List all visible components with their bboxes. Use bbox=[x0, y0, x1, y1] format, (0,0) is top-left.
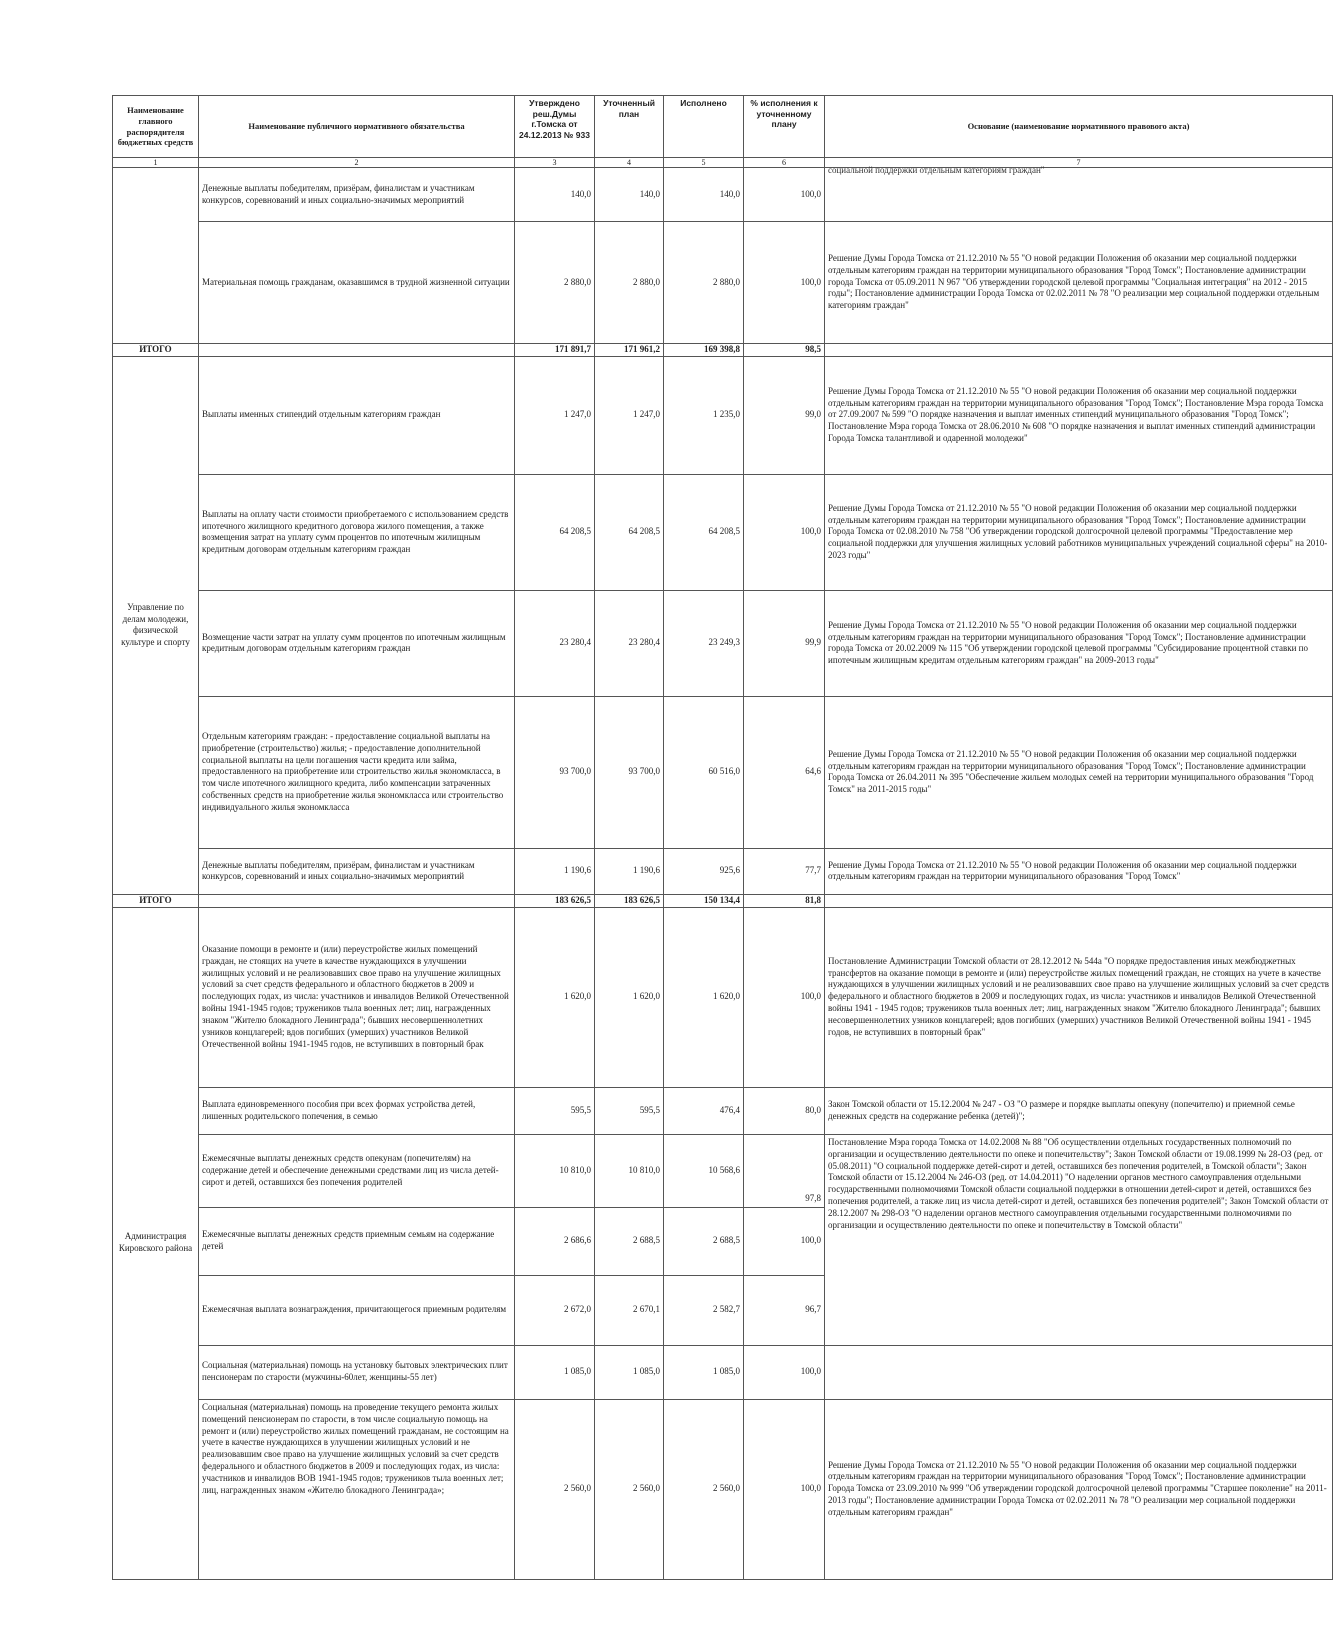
done-value: 2 688,5 bbox=[664, 1207, 744, 1275]
plan-value: 1 620,0 bbox=[595, 907, 664, 1087]
plan-value: 1 247,0 bbox=[595, 356, 664, 474]
col-number: 3 bbox=[515, 158, 595, 168]
obligation-name: Ежемесячные выплаты денежных средств опекунам (попечителям) на содержание детей и обеспечение денежными средствами лиц из числа детей-сирот и детей, оставшихся без попечения родителей bbox=[199, 1134, 515, 1207]
col-number: 7 bbox=[825, 158, 1333, 168]
col-number: 5 bbox=[664, 158, 744, 168]
basis-text: Закон Томской области от 15.12.2004 № 247 - ОЗ "О размере и порядке выплаты опекуну (попечителю) и приемной семье денежных средств на содержание ребенка (детей)"; bbox=[825, 1087, 1333, 1134]
total-label: ИТОГО bbox=[113, 344, 199, 357]
approved-value: 2 560,0 bbox=[515, 1399, 595, 1579]
approved-value: 93 700,0 bbox=[515, 696, 595, 848]
table-row bbox=[113, 590, 1333, 696]
plan-value: 595,5 bbox=[595, 1087, 664, 1134]
total-done: 169 398,8 bbox=[664, 344, 744, 357]
col-number: 1 bbox=[113, 158, 199, 168]
org-cell-continued bbox=[113, 168, 199, 344]
header-row bbox=[113, 96, 1333, 158]
header-col7: Основание (наименование нормативного правового акта) bbox=[825, 96, 1333, 158]
header-col5: Исполнено bbox=[664, 96, 744, 158]
basis-text: Решение Думы Города Томска от 21.12.2010 № 55 "О новой редакции Положения об оказании мер социальной поддержки отдельным категориям граждан на территории муниципального образования "Город Томск"; Постановление администрации Города Томска от 26.04.2011 № 395 "Обеспечение жильем молодых семей на территории муниципального образования "Город Томск" на 2011-2015 годы" bbox=[825, 696, 1333, 848]
plan-value: 140,0 bbox=[595, 168, 664, 222]
obligation-name: Ежемесячные выплаты денежных средств приемным семьям на содержание детей bbox=[199, 1207, 515, 1275]
table-row bbox=[113, 168, 1333, 222]
approved-value: 64 208,5 bbox=[515, 474, 595, 590]
obligation-name: Отдельным категориям граждан: - предоставление социальной выплаты на приобретение (строительство) жилья; - предоставление дополнительной социальной выплаты на цели погашения части кредита или займа, предоставленного на приобретение или строительство жилья экономкласса, в том числе ипотечного жилищного кредита, либо компенсации затраченных собственных средств на приобретение жилья экономкласса или строительство индивидуального жилья экономкласса bbox=[199, 696, 515, 848]
org-name: Администрация Кировского района bbox=[113, 907, 199, 1579]
obligation-name: Социальная (материальная) помощь на проведение текущего ремонта жилых помещений пенсионерам по старости, в том числе социальную помощь на ремонт и (или) переустройство жилых помещений гражданам, не состоящим на учете в качестве нуждающихся в улучшении жилищных условий и не реализовавшим свое право на улучшение жилищных условий за счет средств федерального и областного бюджетов в 2009 и последующих годах, из числа: участников и инвалидов ВОВ 1941-1945 годов; тружеников тыла военных лет; лиц, награжденных знаком «Жителю блокадного Ленинграда»; bbox=[199, 1399, 515, 1579]
obligation-name: Выплаты на оплату части стоимости приобретаемого с использованием средств ипотечного жилищного кредитного договора жилого помещения, а также возмещения затрат на уплату сумм процентов по ипотечным жилищным кредитным договорам отдельным категориям граждан bbox=[199, 474, 515, 590]
plan-value: 23 280,4 bbox=[595, 590, 664, 696]
table-row bbox=[113, 696, 1333, 848]
obligation-name: Денежные выплаты победителям, призёрам, финалистам и участникам конкурсов, соревнований и иных социально-значимых мероприятий bbox=[199, 848, 515, 894]
total-label: ИТОГО bbox=[113, 894, 199, 907]
total-row bbox=[113, 894, 1333, 907]
approved-value: 2 880,0 bbox=[515, 222, 595, 344]
total-approved: 171 891,7 bbox=[515, 344, 595, 357]
approved-value: 595,5 bbox=[515, 1087, 595, 1134]
done-value: 1 620,0 bbox=[664, 907, 744, 1087]
table-row bbox=[113, 1399, 1333, 1579]
plan-value: 1 190,6 bbox=[595, 848, 664, 894]
plan-value: 1 085,0 bbox=[595, 1345, 664, 1399]
obligation-name: Ежемесячная выплата вознаграждения, причитающегося приемным родителям bbox=[199, 1275, 515, 1345]
approved-value: 1 247,0 bbox=[515, 356, 595, 474]
plan-value: 93 700,0 bbox=[595, 696, 664, 848]
table-row bbox=[113, 1087, 1333, 1134]
total-approved: 183 626,5 bbox=[515, 894, 595, 907]
done-value: 10 568,6 bbox=[664, 1134, 744, 1207]
approved-value: 1 085,0 bbox=[515, 1345, 595, 1399]
plan-value: 64 208,5 bbox=[595, 474, 664, 590]
done-value: 23 249,3 bbox=[664, 590, 744, 696]
header-col3: Утверждено реш.Думы г.Томска от 24.12.2013 № 933 bbox=[515, 96, 595, 158]
done-value: 2 880,0 bbox=[664, 222, 744, 344]
table-row bbox=[113, 356, 1333, 474]
basis-text: Решение Думы Города Томска от 21.12.2010 № 55 "О новой редакции Положения об оказании мер социальной поддержки отдельным категориям граждан на территории муниципального образования "Город Томск"; Постановление администрации города Томска от 20.02.2009 № 115 "Об утверждении городской целевой программы "Субсидирование процентной ставки по ипотечным жилищным кредитам отдельным категориям граждан" на 2009-2013 годы" bbox=[825, 590, 1333, 696]
table-row bbox=[113, 1345, 1333, 1399]
approved-value: 23 280,4 bbox=[515, 590, 595, 696]
done-value: 2 560,0 bbox=[664, 1399, 744, 1579]
percent-value: 80,0 bbox=[744, 1087, 825, 1134]
table-row bbox=[113, 1134, 1333, 1207]
total-row bbox=[113, 344, 1333, 357]
approved-value: 2 686,6 bbox=[515, 1207, 595, 1275]
plan-value: 2 688,5 bbox=[595, 1207, 664, 1275]
basis-text: Решение Думы Города Томска от 21.12.2010 № 55 "О новой редакции Положения об оказании мер социальной поддержки отдельным категориям граждан на территории муниципального образования "Город Томск"; Постановление администрации города Томска от 05.09.2011 N 967 "Об утверждении городской целевой программы "Социальная интеграция" на 2012 - 2015 годы"; Постановление администрации Города Томска от 02.02.2011 № 78 "О реализации мер социальной поддержки отдельным категориям граждан" bbox=[825, 222, 1333, 344]
approved-value: 10 810,0 bbox=[515, 1134, 595, 1207]
obligation-name: Материальная помощь гражданам, оказавшимся в трудной жизненной ситуации bbox=[199, 222, 515, 344]
table-row bbox=[113, 474, 1333, 590]
header-col6: % исполнения к уточненному плану bbox=[744, 96, 825, 158]
percent-value: 100,0 bbox=[744, 168, 825, 222]
approved-value: 140,0 bbox=[515, 168, 595, 222]
col-number: 6 bbox=[744, 158, 825, 168]
done-value: 1 235,0 bbox=[664, 356, 744, 474]
approved-value: 1 620,0 bbox=[515, 907, 595, 1087]
plan-value: 2 560,0 bbox=[595, 1399, 664, 1579]
basis-cut-text: социальной поддержки отдельным категориям граждан" bbox=[825, 168, 1333, 222]
table-row bbox=[113, 222, 1333, 344]
basis-text: Решение Думы Города Томска от 21.12.2010 № 55 "О новой редакции Положения об оказании мер социальной поддержки отдельным категориям граждан на территории муниципального образования "Город Томск"; Постановление администрации Города Томска от 02.08.2010 № 758 "Об утверждении городской долгосрочной целевой программы "Предоставление мер социальной поддержки для улучшения жилищных условий работников муниципальных учреждений социальной сферы" на 2010-2023 годы" bbox=[825, 474, 1333, 590]
obligation-name: Оказание помощи в ремонте и (или) переустройстве жилых помещений граждан, не стоящих на учете в качестве нуждающихся в улучшении жилищных условий и не реализовавших свое право на улучшение жилищных условий за счет средств федерального и областного бюджетов в 2009 и последующих годах, из числа: участников и инвалидов Великой Отечественной войны 1941-1945 годов; тружеников тыла военных лет; лиц, награжденных знаком "Жителю блокадного Ленинграда"; бывших несовершеннолетних узников концлагерей; вдов погибших (умерших) участников Великой Отечественной войны 1941-1945 годов, не вступивших в повторный брак bbox=[199, 907, 515, 1087]
basis-text: Постановление Мэра города Томска от 14.02.2008 № 88 "Об осуществлении отдельных государственных полномочий по организации и осуществлению деятельности по опеке и попечительству"; Закон Томской области от 19.08.1999 № 28-ОЗ (ред. от 05.08.2011) "О социальной поддержке детей-сирот и детей, оставшихся без попечения родителей, в Томской области"; Закон Томской области от 15.12.2004 № 246-ОЗ (ред. от 14.04.2011) "О наделении органов местного самоуправления отдельными государственными полномочиями Томской области социальной поддержки в отношении детей-сирот и детей, оставшихся без попечения родителей, а также лиц из числа детей-сирот и детей, оставшихся без попечения родителей"; Закон Томской области от 28.12.2007 № 298-ОЗ "О наделении органов местного самоуправления отдельными государственными полномочиями по организации и осуществлению деятельности по опеке и попечительству в Томской области" bbox=[825, 1134, 1333, 1345]
plan-value: 2 880,0 bbox=[595, 222, 664, 344]
done-value: 60 516,0 bbox=[664, 696, 744, 848]
basis-text: Постановление Администрации Томской области от 28.12.2012 № 544а "О порядке предоставления иных межбюджетных трансфертов на оказание помощи в ремонте и (или) переустройстве жилых помещений граждан, не стоящих на учете в качестве нуждающихся в улучшении жилищных условий и не реализовавших свое право на улучшение жилищных условий за счет средств федерального и областного бюджетов в 2009 и последующих годах, из числа: участников и инвалидов Великой Отечественной войны 1941 - 1945 годов; тружеников тыла военных лет; лиц, награжденных знаком "Жителю блокадного Ленинграда"; бывших несовершеннолетних узников концлагерей; вдов погибших (умерших) участников Великой Отечественной войны 1941 - 1945 годов, не вступивших в повторный брак" bbox=[825, 907, 1333, 1087]
done-value: 2 582,7 bbox=[664, 1275, 744, 1345]
obligation-name: Денежные выплаты победителям, призёрам, финалистам и участникам конкурсов, соревнований и иных социально-значимых мероприятий bbox=[199, 168, 515, 222]
basis-text: Решение Думы Города Томска от 21.12.2010 № 55 "О новой редакции Положения об оказании мер социальной поддержки отдельным категориям граждан на территории муниципального образования "Город Томск" bbox=[825, 848, 1333, 894]
percent-value: 96,7 bbox=[744, 1275, 825, 1345]
col-number: 4 bbox=[595, 158, 664, 168]
percent-value: 100,0 bbox=[744, 222, 825, 344]
obligation-name: Выплаты именных стипендий отдельным категориям граждан bbox=[199, 356, 515, 474]
percent-value: 77,7 bbox=[744, 848, 825, 894]
percent-value: 100,0 bbox=[744, 474, 825, 590]
basis-text: Решение Думы Города Томска от 21.12.2010 № 55 "О новой редакции Положения об оказании мер социальной поддержки отдельным категориям граждан на территории муниципального образования "Город Томск"; Постановление администрации Города Томска от 23.09.2010 № 999 "Об утверждении городской долгосрочной целевой программы "Старшее поколение" на 2011-2013 годы"; Постановление администрации Города Томска от 02.02.2011 № 78 "О реализации мер социальной поддержки отдельным категориям граждан" bbox=[825, 1399, 1333, 1579]
done-value: 1 085,0 bbox=[664, 1345, 744, 1399]
total-plan: 171 961,2 bbox=[595, 344, 664, 357]
done-value: 925,6 bbox=[664, 848, 744, 894]
header-col4: Уточненный план bbox=[595, 96, 664, 158]
percent-value: 64,6 bbox=[744, 696, 825, 848]
total-percent: 98,5 bbox=[744, 344, 825, 357]
header-col2: Наименование публичного нормативного обязательства bbox=[199, 96, 515, 158]
percent-value: 100,0 bbox=[744, 1207, 825, 1275]
obligation-name: Социальная (материальная) помощь на установку бытовых электрических плит пенсионерам по старости (мужчины-60лет, женщины-55 лет) bbox=[199, 1345, 515, 1399]
obligations-table bbox=[112, 95, 1333, 1580]
percent-value: 99,0 bbox=[744, 356, 825, 474]
budget-report-sheet bbox=[112, 95, 1330, 1580]
basis-text: Решение Думы Города Томска от 21.12.2010 № 55 "О новой редакции Положения об оказании мер социальной поддержки отдельным категориям граждан на территории муниципального образования "Город Томск"; Постановление Мэра города Томска от 27.09.2007 № 599 "О порядке назначения и выплат именных стипендий муниципального образования "Город Томск"; Постановление Мэра города Томска от 28.06.2010 № 608 "О порядке назначения и выплат именных стипендий администрации Города Томска талантливой и одаренной молодежи" bbox=[825, 356, 1333, 474]
table-row bbox=[113, 848, 1333, 894]
table-row bbox=[113, 907, 1333, 1087]
percent-value: 97,8 bbox=[744, 1134, 825, 1207]
percent-value: 99,9 bbox=[744, 590, 825, 696]
org-name: Управление по делам молодежи, физической культуре и спорту bbox=[113, 356, 199, 894]
done-value: 64 208,5 bbox=[664, 474, 744, 590]
plan-value: 2 670,1 bbox=[595, 1275, 664, 1345]
total-done: 150 134,4 bbox=[664, 894, 744, 907]
approved-value: 2 672,0 bbox=[515, 1275, 595, 1345]
percent-value: 100,0 bbox=[744, 1399, 825, 1579]
header-col1: Наименование главного распорядителя бюджетных средств bbox=[113, 96, 199, 158]
approved-value: 1 190,6 bbox=[515, 848, 595, 894]
percent-value: 100,0 bbox=[744, 1345, 825, 1399]
col-number: 2 bbox=[199, 158, 515, 168]
total-percent: 81,8 bbox=[744, 894, 825, 907]
obligation-name: Возмещение части затрат на уплату сумм процентов по ипотечным жилищным кредитным договорам отдельным категориям граждан bbox=[199, 590, 515, 696]
percent-value: 100,0 bbox=[744, 907, 825, 1087]
obligation-name: Выплата единовременного пособия при всех формах устройства детей, лишенных родительского попечения, в семью bbox=[199, 1087, 515, 1134]
plan-value: 10 810,0 bbox=[595, 1134, 664, 1207]
total-plan: 183 626,5 bbox=[595, 894, 664, 907]
done-value: 140,0 bbox=[664, 168, 744, 222]
done-value: 476,4 bbox=[664, 1087, 744, 1134]
